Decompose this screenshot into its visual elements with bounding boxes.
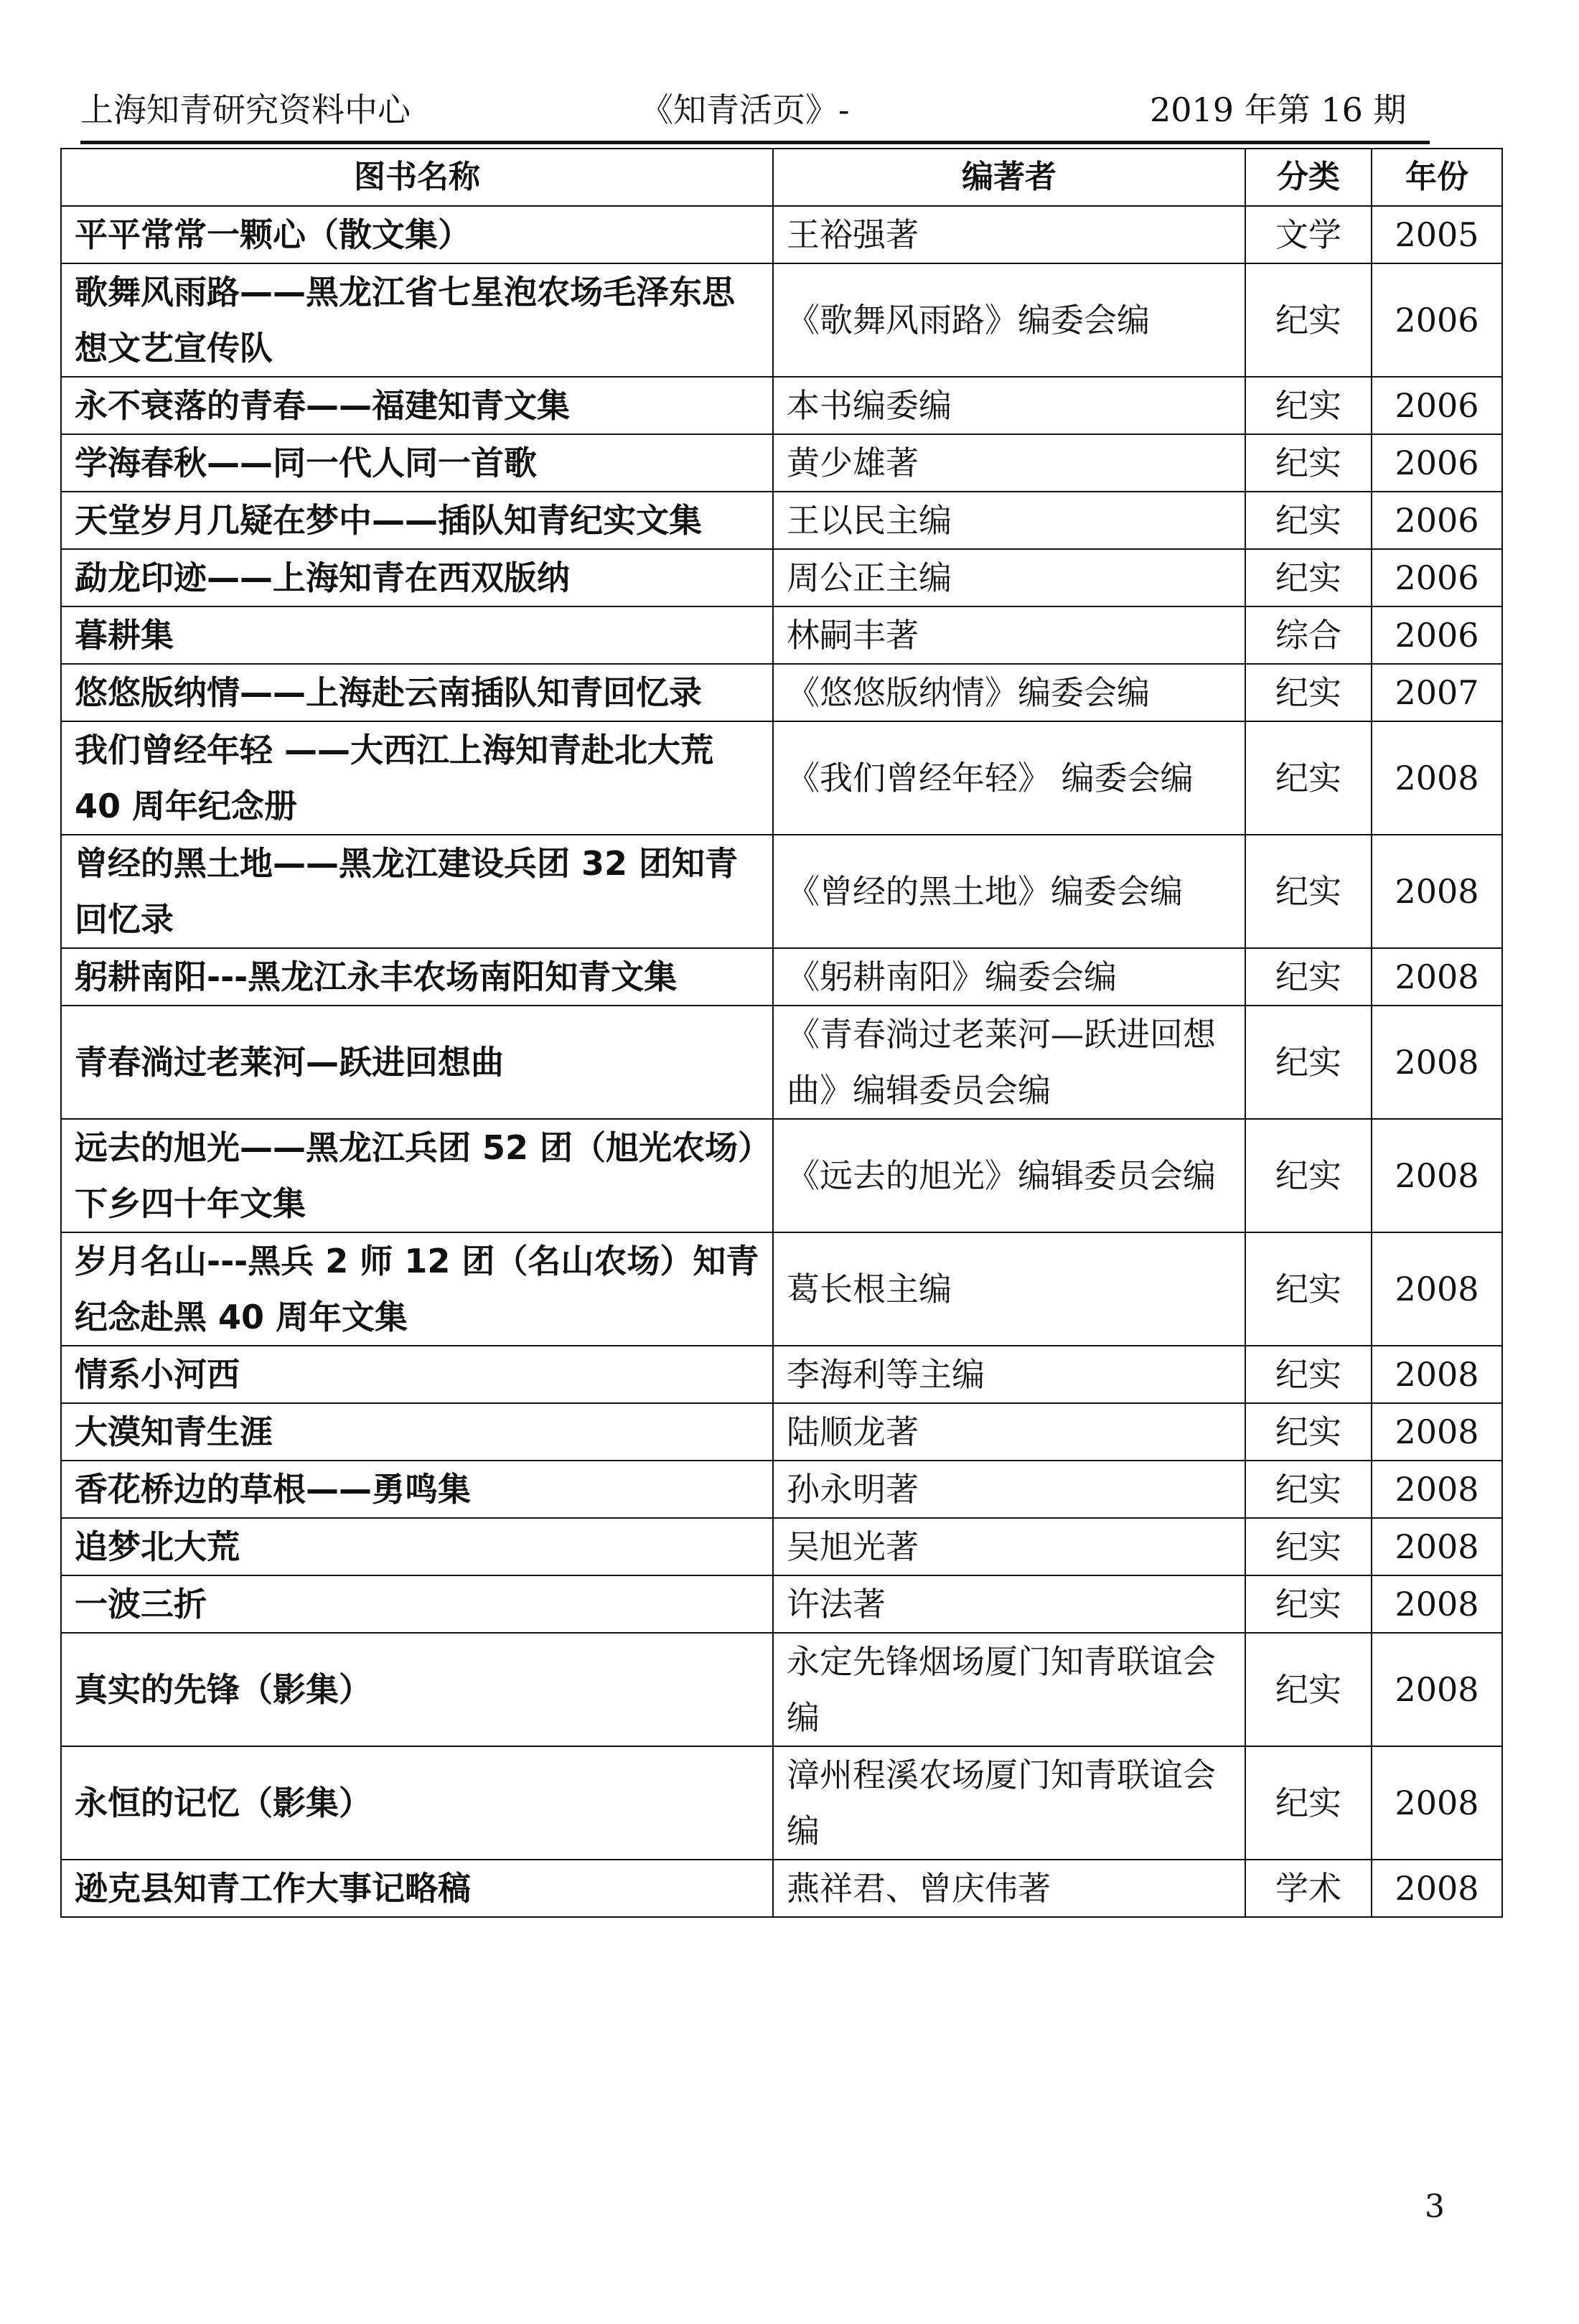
book-year: 2005: [1372, 206, 1502, 263]
book-author: 漳州程溪农场厦门知青联谊会编: [773, 1746, 1245, 1860]
book-author: 燕祥君、曾庆伟著: [773, 1860, 1245, 1917]
page-header: [80, 85, 1430, 135]
header-issue: 2019 年第 16 期: [1150, 90, 1407, 129]
book-year: 2008: [1372, 835, 1502, 948]
book-author: 葛长根主编: [773, 1232, 1245, 1346]
table-row: [61, 948, 1502, 1006]
table-row: [61, 835, 1502, 948]
book-year: 2008: [1372, 721, 1502, 835]
book-category: 文学: [1245, 206, 1372, 263]
header-rule: [80, 141, 1430, 144]
book-year: 2006: [1372, 377, 1502, 434]
book-title: 平平常常一颗心（散文集）: [61, 206, 773, 263]
book-year: 2008: [1372, 1860, 1502, 1917]
book-title: 暮耕集: [61, 606, 773, 664]
book-author: 《青春淌过老莱河—跃进回想曲》编辑委员会编: [773, 1006, 1245, 1119]
book-author: 王裕强著: [773, 206, 1245, 263]
table-row: [61, 1232, 1502, 1346]
book-year: 2008: [1372, 1232, 1502, 1346]
table-row: [61, 1403, 1502, 1461]
book-category: 纪实: [1245, 1403, 1372, 1461]
book-title: 远去的旭光——黑龙江兵团 52 团（旭光农场）下乡四十年文集: [61, 1119, 773, 1232]
book-title: 勐龙印迹——上海知青在西双版纳: [61, 549, 773, 606]
header-publication: 《知青活页》-: [640, 90, 850, 129]
book-rows: [61, 206, 1502, 1917]
book-author: 《悠悠版纳情》编委会编: [773, 664, 1245, 721]
book-author: 《曾经的黑土地》编委会编: [773, 835, 1245, 948]
book-year: 2006: [1372, 434, 1502, 492]
book-title: 躬耕南阳---黑龙江永丰农场南阳知青文集: [61, 948, 773, 1006]
book-year: 2006: [1372, 606, 1502, 664]
book-author: 黄少雄著: [773, 434, 1245, 492]
book-year: 2006: [1372, 492, 1502, 549]
book-category: 纪实: [1245, 1746, 1372, 1860]
book-category: 纪实: [1245, 948, 1372, 1006]
book-year: 2006: [1372, 549, 1502, 606]
book-title: 曾经的黑土地——黑龙江建设兵团 32 团知青回忆录: [61, 835, 773, 948]
book-title: 我们曾经年轻 ——大西江上海知青赴北大荒 40 周年纪念册: [61, 721, 773, 835]
table-row: [61, 434, 1502, 492]
book-author: 陆顺龙著: [773, 1403, 1245, 1461]
book-category: 纪实: [1245, 492, 1372, 549]
book-category: 纪实: [1245, 1119, 1372, 1232]
book-year: 2008: [1372, 1119, 1502, 1232]
book-category: 纪实: [1245, 434, 1372, 492]
book-author: 吴旭光著: [773, 1518, 1245, 1575]
book-title: 岁月名山---黑兵 2 师 12 团（名山农场）知青纪念赴黑 40 周年文集: [61, 1232, 773, 1346]
table-row: [61, 1860, 1502, 1917]
book-category: 纪实: [1245, 377, 1372, 434]
column-header-category: 分类: [1245, 149, 1372, 206]
book-category: 纪实: [1245, 1575, 1372, 1633]
book-title: 悠悠版纳情——上海赴云南插队知青回忆录: [61, 664, 773, 721]
book-year: 2008: [1372, 1633, 1502, 1746]
book-author: 《躬耕南阳》编委会编: [773, 948, 1245, 1006]
table-row: [61, 377, 1502, 434]
book-category: 学术: [1245, 1860, 1372, 1917]
book-title: 永恒的记忆（影集）: [61, 1746, 773, 1860]
table-row: [61, 1518, 1502, 1575]
book-year: 2008: [1372, 1461, 1502, 1518]
book-year: 2008: [1372, 1403, 1502, 1461]
book-title: 歌舞风雨路——黑龙江省七星泡农场毛泽东思想文艺宣传队: [61, 263, 773, 377]
book-title: 追梦北大荒: [61, 1518, 773, 1575]
book-author: 《歌舞风雨路》编委会编: [773, 263, 1245, 377]
book-category: 纪实: [1245, 1346, 1372, 1403]
book-author: 许法著: [773, 1575, 1245, 1633]
book-year: 2008: [1372, 1346, 1502, 1403]
book-title: 香花桥边的草根——勇鸣集: [61, 1461, 773, 1518]
book-category: 纪实: [1245, 549, 1372, 606]
table-row: [61, 492, 1502, 549]
book-year: 2008: [1372, 1518, 1502, 1575]
book-author: 孙永明著: [773, 1461, 1245, 1518]
table-row: [61, 206, 1502, 263]
book-title: 情系小河西: [61, 1346, 773, 1403]
book-title: 大漠知青生涯: [61, 1403, 773, 1461]
table-row: [61, 263, 1502, 377]
book-author: 林嗣丰著: [773, 606, 1245, 664]
book-author: 本书编委编: [773, 377, 1245, 434]
book-author: 《我们曾经年轻》 编委会编: [773, 721, 1245, 835]
book-year: 2007: [1372, 664, 1502, 721]
book-title: 永不衰落的青春——福建知青文集: [61, 377, 773, 434]
table-row: [61, 1346, 1502, 1403]
header-organization: 上海知青研究资料中心: [80, 90, 411, 129]
book-year: 2008: [1372, 1746, 1502, 1860]
book-year: 2008: [1372, 1006, 1502, 1119]
table-row: [61, 549, 1502, 606]
book-category: 综合: [1245, 606, 1372, 664]
book-title: 学海春秋——同一代人同一首歌: [61, 434, 773, 492]
table-row: [61, 1461, 1502, 1518]
book-title: 真实的先锋（影集）: [61, 1633, 773, 1746]
column-header-year: 年份: [1372, 149, 1502, 206]
book-year: 2008: [1372, 1575, 1502, 1633]
table-row: [61, 1746, 1502, 1860]
book-category: 纪实: [1245, 1518, 1372, 1575]
book-category: 纪实: [1245, 1232, 1372, 1346]
book-category: 纪实: [1245, 1633, 1372, 1746]
page-number: 3: [1425, 2188, 1445, 2225]
book-title: 一波三折: [61, 1575, 773, 1633]
book-category: 纪实: [1245, 835, 1372, 948]
table-row: [61, 1633, 1502, 1746]
book-year: 2008: [1372, 948, 1502, 1006]
book-category: 纪实: [1245, 1461, 1372, 1518]
book-year: 2006: [1372, 263, 1502, 377]
book-category: 纪实: [1245, 263, 1372, 377]
column-header-author: 编著者: [773, 149, 1245, 206]
book-table: [60, 148, 1503, 1918]
book-author: 周公正主编: [773, 549, 1245, 606]
book-title: 逊克县知青工作大事记略稿: [61, 1860, 773, 1917]
book-title: 青春淌过老莱河—跃进回想曲: [61, 1006, 773, 1119]
table-row: [61, 1006, 1502, 1119]
book-author: 李海利等主编: [773, 1346, 1245, 1403]
table-row: [61, 1575, 1502, 1633]
book-category: 纪实: [1245, 1006, 1372, 1119]
book-author: 王以民主编: [773, 492, 1245, 549]
column-header-title: 图书名称: [61, 149, 773, 206]
table-row: [61, 721, 1502, 835]
book-category: 纪实: [1245, 664, 1372, 721]
table-row: [61, 664, 1502, 721]
table-row: [61, 1119, 1502, 1232]
book-title: 天堂岁月几疑在梦中——插队知青纪实文集: [61, 492, 773, 549]
book-category: 纪实: [1245, 721, 1372, 835]
book-author: 永定先锋烟场厦门知青联谊会编: [773, 1633, 1245, 1746]
book-author: 《远去的旭光》编辑委员会编: [773, 1119, 1245, 1232]
table-header-row: [61, 149, 1502, 206]
table-row: [61, 606, 1502, 664]
